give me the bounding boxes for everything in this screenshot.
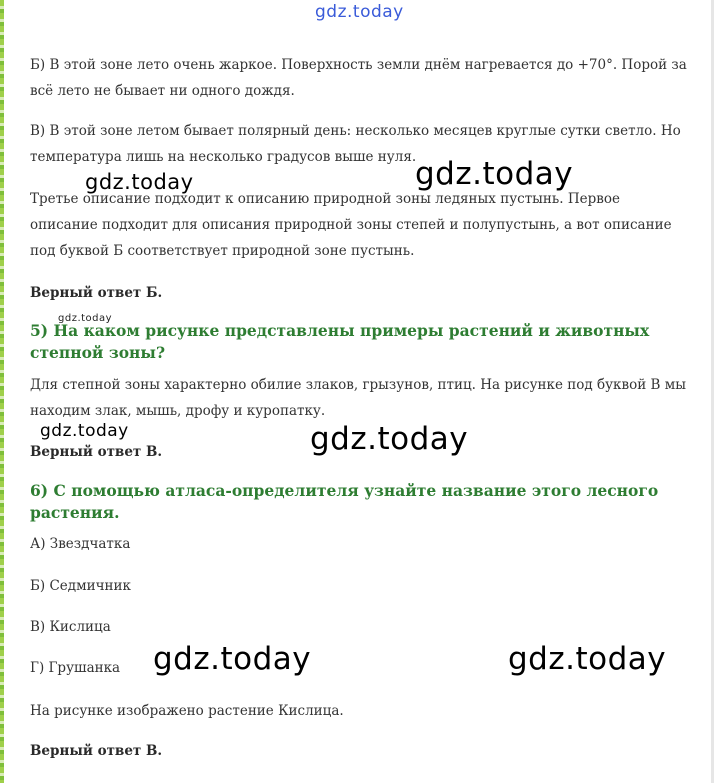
question-5-body: Для степной зоны характерно обилие злаков, грызунов, птиц. На рисунке под буквой В мы находим злак, мышь, дрофу и куропатку. <box>30 377 686 419</box>
watermark-small-2: gdz.today <box>40 421 129 441</box>
option-a: А) Звездчатка <box>30 536 131 552</box>
answer-q6: Верный ответ В. <box>30 743 163 759</box>
option-b: Б) Седмичник <box>30 578 131 594</box>
question-5-heading: 5) На каком рисунке представлены примеры растений и животных степной зоны? <box>30 321 650 362</box>
watermark-top: gdz.today <box>315 2 404 22</box>
question-6-heading: 6) С помощью атласа-определителя узнайте название этого лесного растения. <box>30 481 659 522</box>
watermark-large-1: gdz.today <box>415 156 574 192</box>
watermark-large-2: gdz.today <box>310 421 469 457</box>
answer-q5: Верный ответ В. <box>30 444 163 460</box>
question-6-body: На рисунке изображено растение Кислица. <box>30 703 344 719</box>
description-b: Б) В этой зоне лето очень жаркое. Поверхность земли днём нагревается до +70°. Порой за всё лето не бывает ни одного дождя. <box>30 57 687 99</box>
watermark-large-3: gdz.today <box>153 641 312 677</box>
left-decorative-border <box>0 0 4 783</box>
watermark-small-1: gdz.today <box>85 170 194 194</box>
description-v: В) В этой зоне летом бывает полярный день: несколько месяцев круглые сутки светло. Но температура лишь на несколько градусов выше нуля. <box>30 123 681 165</box>
watermark-large-4: gdz.today <box>508 641 667 677</box>
watermark-tiny: gdz.today <box>58 313 113 324</box>
answer-q4: Верный ответ Б. <box>30 285 163 301</box>
explanation-paragraph: Третье описание подходит к описанию природной зоны ледяных пустынь. Первое описание подходит для описания природной зоны степей и полупустынь, а вот описание под буквой Б соответствует природной зоне пустынь. <box>30 191 672 259</box>
option-g: Г) Грушанка <box>30 660 121 676</box>
option-v: В) Кислица <box>30 619 111 635</box>
